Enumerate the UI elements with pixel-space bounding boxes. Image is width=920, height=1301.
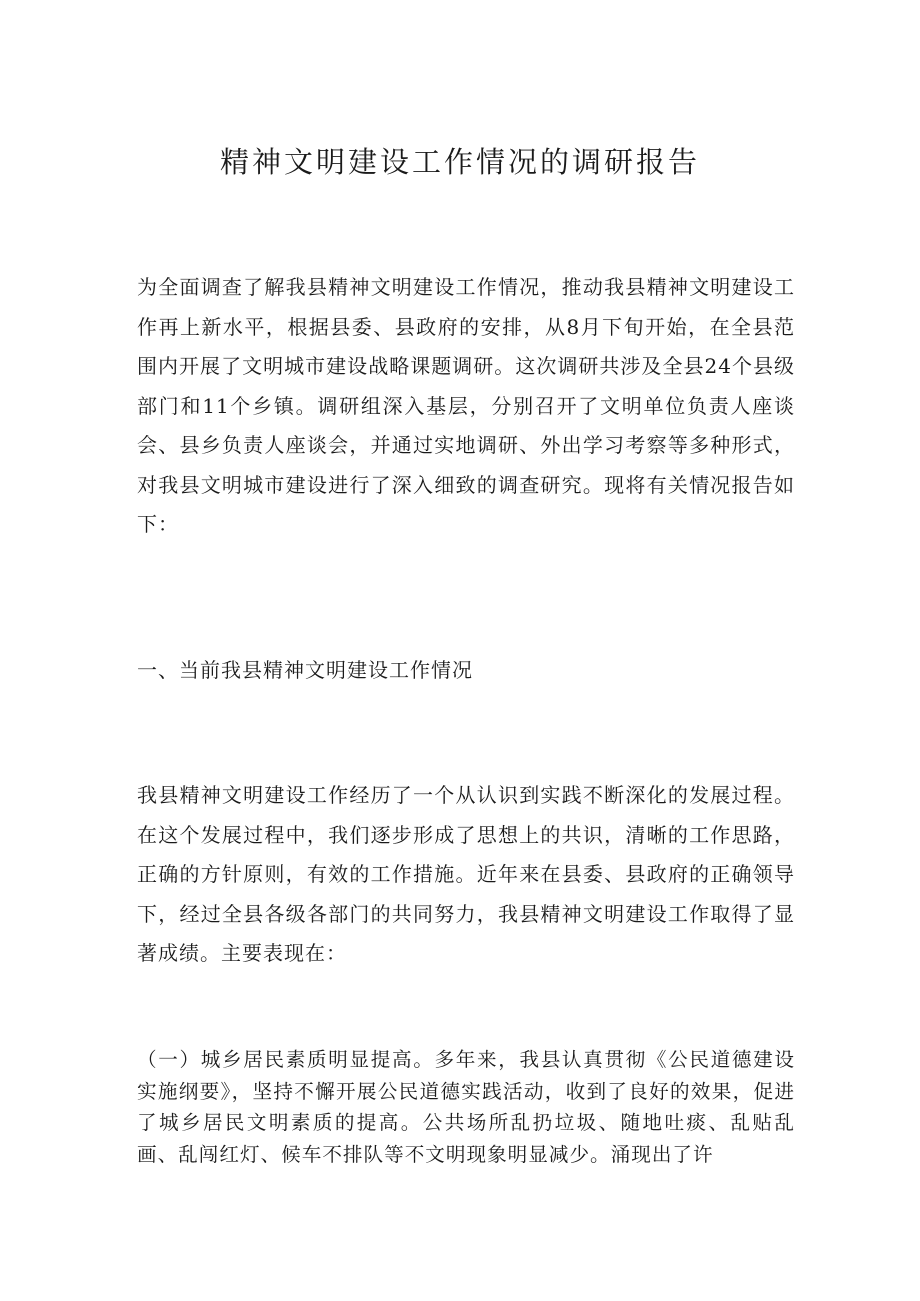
document-title: 精神文明建设工作情况的调研报告 xyxy=(219,145,700,179)
section-one-heading: 一、当前我县精神文明建设工作情况 xyxy=(137,658,473,682)
intro-paragraph: 为全面调查了解我县精神文明建设工作情况，推动我县精神文明建设工作再上新水平，根据县委、县政府的安排，从8月下旬开始，在全县范围内开展了文明城市建设战略课题调研。这次调研共涉及全县24个县级部门和11个乡镇。调研组深入基层，分别召开了文明单位负责人座谈会、县乡负责人座谈会，并通过实地调研、外出学习考察等多种形式，对我县文明城市建设进行了深入细致的调查研究。现将有关情况报告如下： xyxy=(137,275,795,536)
section-one-paragraph: 我县精神文明建设工作经历了一个从认识到实践不断深化的发展过程。在这个发展过程中，我们逐步形成了思想上的共识，清晰的工作思路，正确的方针原则，有效的工作措施。近年来在县委、县政府的正确领导下，经过全县各级各部门的共同努力，我县精神文明建设工作取得了显著成绩。主要表现在： xyxy=(137,783,795,965)
subsection-one-paragraph: （一）城乡居民素质明显提高。多年来，我县认真贯彻《公民道德建设实施纲要》，坚持不懈开展公民道德实践活动，收到了良好的效果，促进了城乡居民文明素质的提高。公共场所乱扔垃圾、随地吐痰、乱贴乱画、乱闯红灯、候车不排队等不文明现象明显减少。涌现出了许 xyxy=(137,1048,795,1166)
